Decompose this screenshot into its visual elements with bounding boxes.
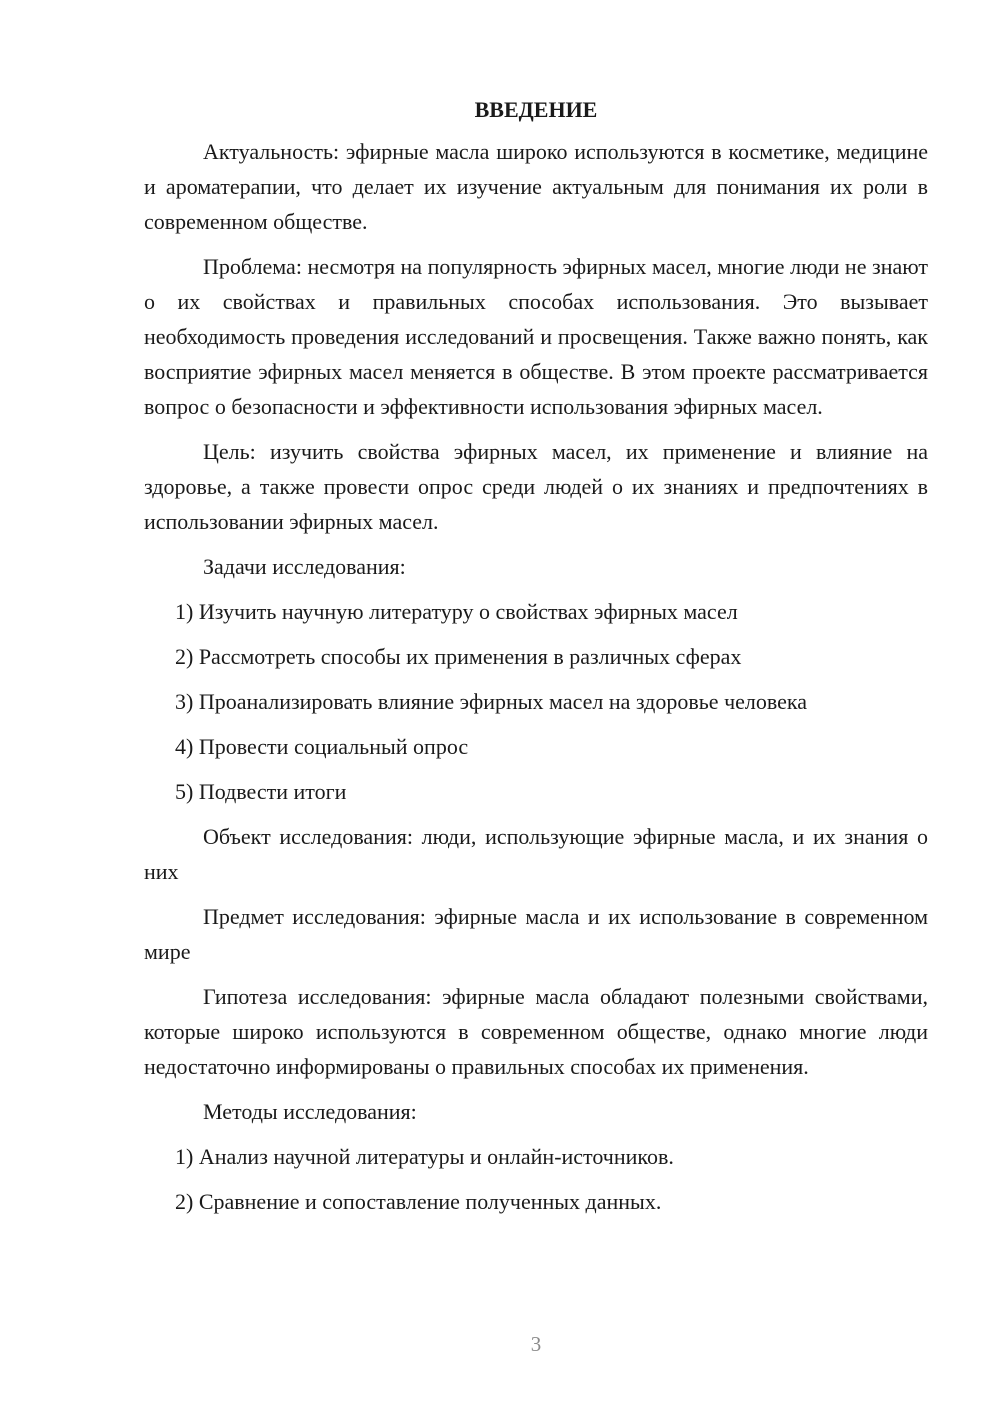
methods-heading: Методы исследования: bbox=[203, 1099, 417, 1124]
object-paragraph: Объект исследования: люди, использующие эфирные масла, и их знания о них bbox=[144, 824, 928, 884]
tasks-heading: Задачи исследования: bbox=[203, 554, 406, 579]
task-item-4: 4) Провести социальный опрос bbox=[175, 734, 469, 759]
hypothesis-paragraph: Гипотеза исследования: эфирные масла обладают полезными свойствами, которые широко используются в современном обществе, однако многие люди недостаточно информированы о правильных способах их применения. bbox=[144, 984, 928, 1079]
subject-paragraph: Предмет исследования: эфирные масла и их использование в современном мире bbox=[144, 904, 928, 964]
document-page bbox=[144, 92, 928, 1219]
method-item-1: 1) Анализ научной литературы и онлайн-источников. bbox=[175, 1144, 674, 1169]
problem-paragraph: Проблема: несмотря на популярность эфирных масел, многие люди не знают о их свойствах и правильных способах использования. Это вызывает необходимость проведения исследований и просвещения. Также важно понять, как восприятие эфирных масел меняется в обществе. В этом проекте рассматривается вопрос о безопасности и эффективности использования эфирных масел. bbox=[144, 254, 928, 419]
task-item-1: 1) Изучить научную литературу о свойствах эфирных масел bbox=[175, 599, 738, 624]
task-item-3: 3) Проанализировать влияние эфирных масел на здоровье человека bbox=[175, 689, 808, 714]
page-number: 3 bbox=[530, 1332, 542, 1356]
goal-paragraph: Цель: изучить свойства эфирных масел, их применение и влияние на здоровье, а также провести опрос среди людей о их знаниях и предпочтениях в использовании эфирных масел. bbox=[144, 439, 928, 534]
method-item-2: 2) Сравнение и сопоставление полученных данных. bbox=[175, 1189, 662, 1214]
section-title: ВВЕДЕНИЕ bbox=[474, 97, 598, 122]
task-item-5: 5) Подвести итоги bbox=[175, 779, 347, 804]
relevance-paragraph: Актуальность: эфирные масла широко используются в косметике, медицине и ароматерапии, что делает их изучение актуальным для понимания их роли в современном обществе. bbox=[144, 139, 928, 234]
task-item-2: 2) Рассмотреть способы их применения в различных сферах bbox=[175, 644, 742, 669]
